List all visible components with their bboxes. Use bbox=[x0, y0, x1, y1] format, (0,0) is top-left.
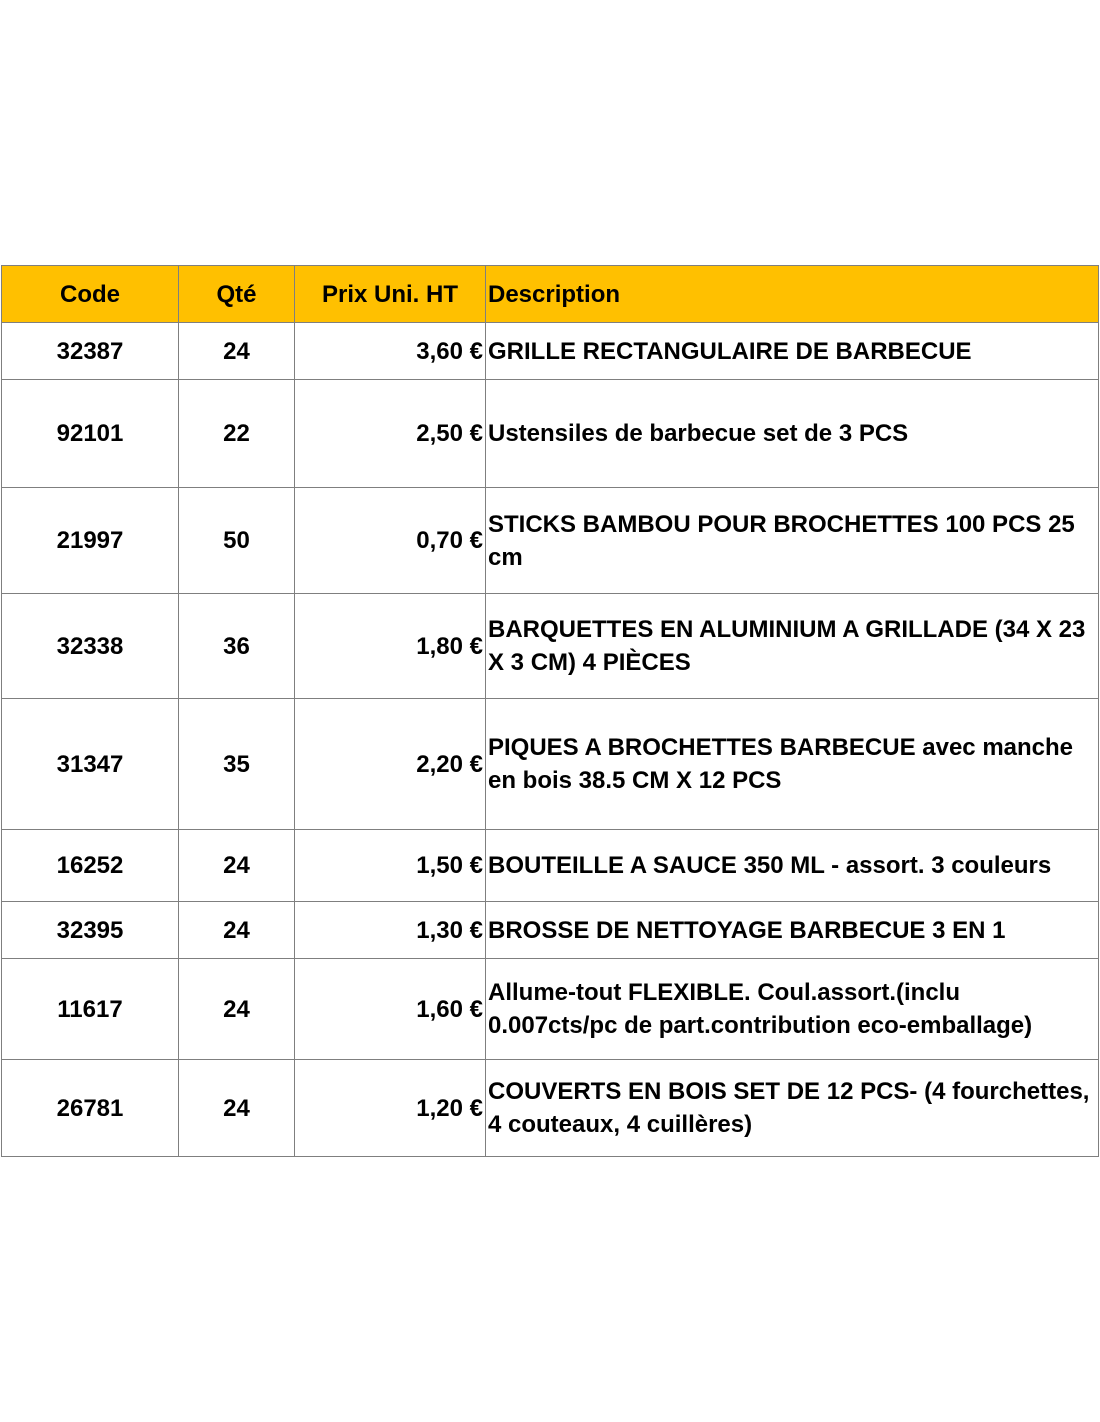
cell-unit-price: 1,50 € bbox=[295, 830, 486, 902]
cell-description: BOUTEILLE A SAUCE 350 ML - assort. 3 couleurs bbox=[486, 830, 1099, 902]
cell-description: GRILLE RECTANGULAIRE DE BARBECUE bbox=[486, 323, 1099, 380]
cell-unit-price: 3,60 € bbox=[295, 323, 486, 380]
product-table bbox=[1, 265, 1099, 1157]
cell-quantity: 50 bbox=[179, 488, 295, 594]
table-row bbox=[2, 594, 1099, 699]
table-row bbox=[2, 699, 1099, 830]
column-header-unit-price: Prix Uni. HT bbox=[295, 266, 486, 323]
column-header-code: Code bbox=[2, 266, 179, 323]
cell-code: 32338 bbox=[2, 594, 179, 699]
cell-description: Ustensiles de barbecue set de 3 PCS bbox=[486, 380, 1099, 488]
cell-code: 11617 bbox=[2, 959, 179, 1060]
table-header-row bbox=[2, 266, 1099, 323]
cell-code: 16252 bbox=[2, 830, 179, 902]
cell-description: COUVERTS EN BOIS SET DE 12 PCS- (4 fourchettes, 4 couteaux, 4 cuillères) bbox=[486, 1060, 1099, 1157]
table-row bbox=[2, 323, 1099, 380]
table-row bbox=[2, 488, 1099, 594]
cell-code: 32387 bbox=[2, 323, 179, 380]
cell-quantity: 24 bbox=[179, 902, 295, 959]
cell-code: 26781 bbox=[2, 1060, 179, 1157]
cell-quantity: 36 bbox=[179, 594, 295, 699]
cell-code: 32395 bbox=[2, 902, 179, 959]
cell-quantity: 22 bbox=[179, 380, 295, 488]
cell-code: 21997 bbox=[2, 488, 179, 594]
table-row bbox=[2, 380, 1099, 488]
cell-unit-price: 1,20 € bbox=[295, 1060, 486, 1157]
cell-description: BROSSE DE NETTOYAGE BARBECUE 3 EN 1 bbox=[486, 902, 1099, 959]
table-row bbox=[2, 830, 1099, 902]
cell-description: BARQUETTES EN ALUMINIUM A GRILLADE (34 X 23 X 3 CM) 4 PIÈCES bbox=[486, 594, 1099, 699]
cell-quantity: 24 bbox=[179, 959, 295, 1060]
table-row bbox=[2, 959, 1099, 1060]
column-header-description: Description bbox=[486, 266, 1099, 323]
cell-description: Allume-tout FLEXIBLE. Coul.assort.(inclu 0.007cts/pc de part.contribution eco-emballage) bbox=[486, 959, 1099, 1060]
cell-unit-price: 2,50 € bbox=[295, 380, 486, 488]
cell-quantity: 35 bbox=[179, 699, 295, 830]
cell-unit-price: 1,80 € bbox=[295, 594, 486, 699]
cell-unit-price: 1,30 € bbox=[295, 902, 486, 959]
cell-unit-price: 2,20 € bbox=[295, 699, 486, 830]
cell-code: 31347 bbox=[2, 699, 179, 830]
cell-description: PIQUES A BROCHETTES BARBECUE avec manche en bois 38.5 CM X 12 PCS bbox=[486, 699, 1099, 830]
cell-unit-price: 1,60 € bbox=[295, 959, 486, 1060]
cell-description: STICKS BAMBOU POUR BROCHETTES 100 PCS 25 cm bbox=[486, 488, 1099, 594]
cell-quantity: 24 bbox=[179, 1060, 295, 1157]
cell-quantity: 24 bbox=[179, 323, 295, 380]
table-row bbox=[2, 1060, 1099, 1157]
cell-quantity: 24 bbox=[179, 830, 295, 902]
column-header-quantity: Qté bbox=[179, 266, 295, 323]
table-row bbox=[2, 902, 1099, 959]
cell-code: 92101 bbox=[2, 380, 179, 488]
cell-unit-price: 0,70 € bbox=[295, 488, 486, 594]
